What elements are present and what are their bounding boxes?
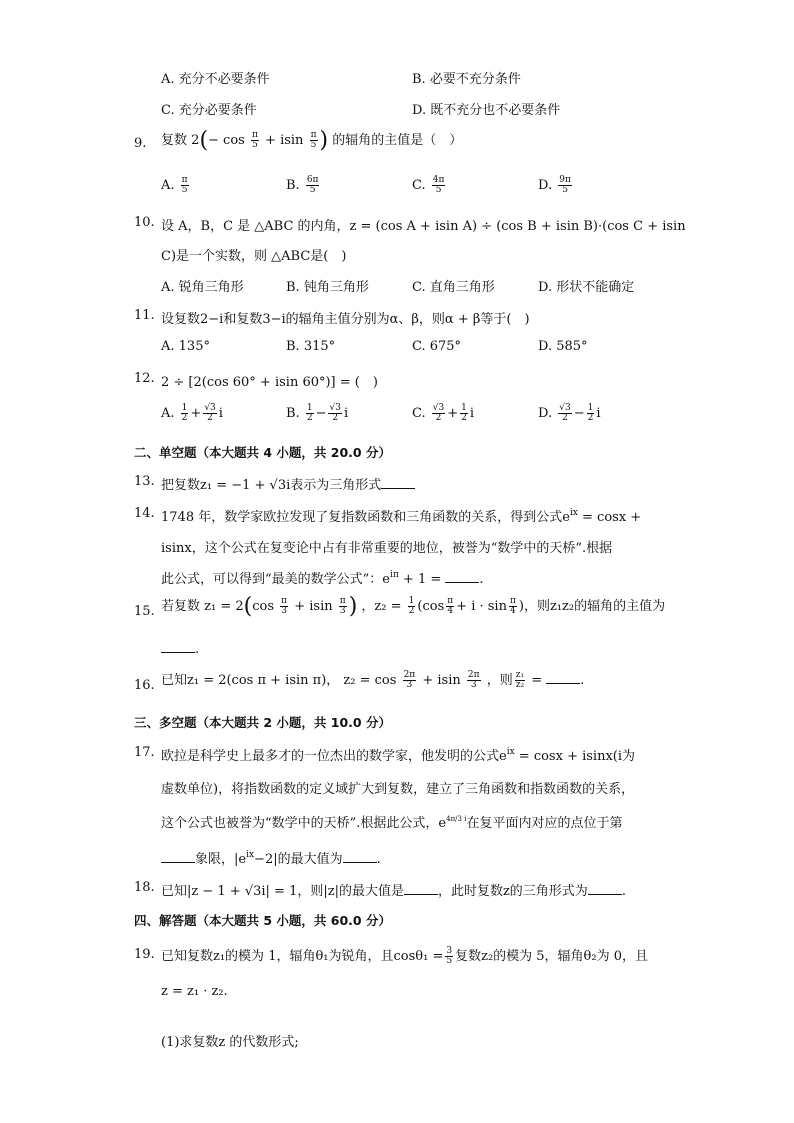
q17-number: 17.	[134, 745, 155, 760]
q16-stem: 已知z₁ = 2(cos π + isin π)， z₂ = cos $\frac{2\pi}{3}$ + isin $\frac{2\pi}{3}$ ，则 $\frac{\text{z₁}}{\text{z₂}}$ = .	[161, 670, 585, 690]
q18-stem: 已知|z − 1 + √3i| = 1，则|z|的最大值是 ，此时复数z的三角形式为 .	[161, 884, 626, 899]
answer-blank	[588, 882, 622, 895]
q17-line3: 这个公式也被誉为“数学中的天桥”.根据此公式，$e^{4\pi/3 i}$在复平面内对应的点位于第	[161, 815, 623, 831]
q19-number: 19.	[134, 947, 155, 962]
q9-option-c: C. $\frac{4\pi}{5}$	[412, 175, 445, 195]
q15-stem: 若复数 z₁ = 2(cos $\frac{\pi}{3}$ + isin $\frac{\pi}{3}$ ) ，z₂ = $\frac{1}{2}$ (cos $\frac{\pi}{4}$ + i · sin $\frac{\pi}{4}$ )，则z₁z₂的辐角的主值为	[161, 594, 666, 619]
q14-line1: 1748 年，数学家欧拉发现了复指数函数和三角函数的关系，得到公式$e^{ix} = \cos x$ +	[161, 508, 642, 525]
q10-option-b: B. 钝角三角形	[286, 280, 369, 295]
answer-blank	[546, 671, 580, 684]
q8-option-a: A. 充分不必要条件	[161, 72, 270, 87]
q12-option-b: B. $\frac{1}{2}$ − $\frac{√3}{2}$ i	[286, 403, 349, 423]
q11-stem: 设复数2−i和复数3−i的辐角主值分别为α、β，则α + β等于( )	[161, 312, 530, 327]
q10-option-a: A. 锐角三角形	[161, 280, 244, 295]
q12-number: 12.	[134, 371, 155, 386]
q11-option-b: B. 315°	[286, 339, 336, 354]
q13-stem: 把复数z₁ = −1 + √3i表示为三角形式	[161, 474, 415, 493]
q12-option-a: A. $\frac{1}{2}$ + $\frac{√3}{2}$ i	[161, 403, 223, 423]
q17-line2: 虚数单位)，将指数函数的定义域扩大到复数，建立了三角函数和指数函数的关系，	[161, 782, 635, 797]
q9-option-d: D. $\frac{9\pi}{5}$	[538, 175, 571, 195]
section-3-heading: 三、多空题（本大题共 2 小题，共 10.0 分）	[134, 715, 391, 730]
section-4-heading: 四、解答题（本大题共 5 小题，共 60.0 分）	[134, 913, 391, 928]
q11-number: 11.	[134, 308, 155, 323]
q11-option-d: D. 585°	[538, 339, 588, 354]
answer-blank	[445, 570, 479, 583]
q8-option-c: C. 充分必要条件	[161, 103, 257, 118]
q16-number: 16.	[134, 678, 155, 693]
q13-number: 13.	[134, 474, 155, 489]
q18-number: 18.	[134, 880, 155, 895]
q14-number: 14.	[134, 506, 155, 521]
q10-option-d: D. 形状不能确定	[538, 280, 635, 295]
answer-blank	[404, 882, 438, 895]
q10-line1: 设 A，B，C 是 △ABC 的内角，z = (cos A + isin A) ÷ (cos B + isin B)·(cos C + isin	[161, 219, 686, 234]
q10-number: 10.	[134, 215, 155, 230]
q19-line2: z = z₁ · z₂.	[161, 984, 228, 999]
answer-blank	[381, 476, 415, 489]
q17-line4: 象限，$|e^{ix}-2|$的最大值为 .	[161, 848, 381, 867]
q15-answer: .	[161, 640, 199, 657]
section-2-heading: 二、单空题（本大题共 4 小题，共 20.0 分）	[134, 445, 391, 460]
q12-stem: 2 ÷ [2(cos 60° + isin 60°)] = ( )	[161, 375, 378, 390]
q10-line2: C)是一个实数，则 △ABC是( )	[161, 249, 347, 264]
q9-number: 9.	[134, 136, 147, 151]
q9-stem: 复数 2(− cos $\frac{\pi}{5}$ + isin $\frac{\pi}{5}$ ) 的辐角的主值是（ ）	[161, 128, 463, 153]
answer-blank	[161, 850, 195, 863]
q11-option-c: C. 675°	[412, 339, 462, 354]
q9-option-b: B. $\frac{6\pi}{5}$	[286, 175, 319, 195]
q15-number: 15.	[134, 604, 155, 619]
q19-line1: 已知复数z₁的模为 1，辐角θ₁为锐角，且cosθ₁ = $\frac{3}{5}$ 复数z₂的模为 5，辐角θ₂为 0，且	[161, 946, 648, 966]
q8-option-b: B. 必要不充分条件	[412, 72, 521, 87]
q9-option-a: A. $\frac{\pi}{5}$	[161, 175, 188, 195]
q11-option-a: A. 135°	[161, 339, 210, 354]
q14-line2: isinx，这个公式在复变论中占有非常重要的地位，被誉为“数学中的天桥”.根据	[161, 541, 613, 556]
q19-part1: (1)求复数z 的代数形式;	[161, 1035, 299, 1050]
answer-blank	[161, 640, 195, 653]
q17-line1: 欧拉是科学史上最多才的一位杰出的数学家，他发明的公式$e^{ix} = \cos x + isinx(i$为	[161, 747, 636, 764]
answer-blank	[343, 850, 377, 863]
q12-option-d: D. $\frac{√3}{2}$ − $\frac{1}{2}$ i	[538, 403, 601, 423]
q14-line3: 此公式，可以得到“最美的数学公式”：$e^{i\pi} + 1$ = .	[161, 570, 484, 587]
q10-option-c: C. 直角三角形	[412, 280, 495, 295]
q8-option-d: D. 既不充分也不必要条件	[412, 103, 561, 118]
q12-option-c: C. $\frac{√3}{2}$ + $\frac{1}{2}$ i	[412, 403, 475, 423]
